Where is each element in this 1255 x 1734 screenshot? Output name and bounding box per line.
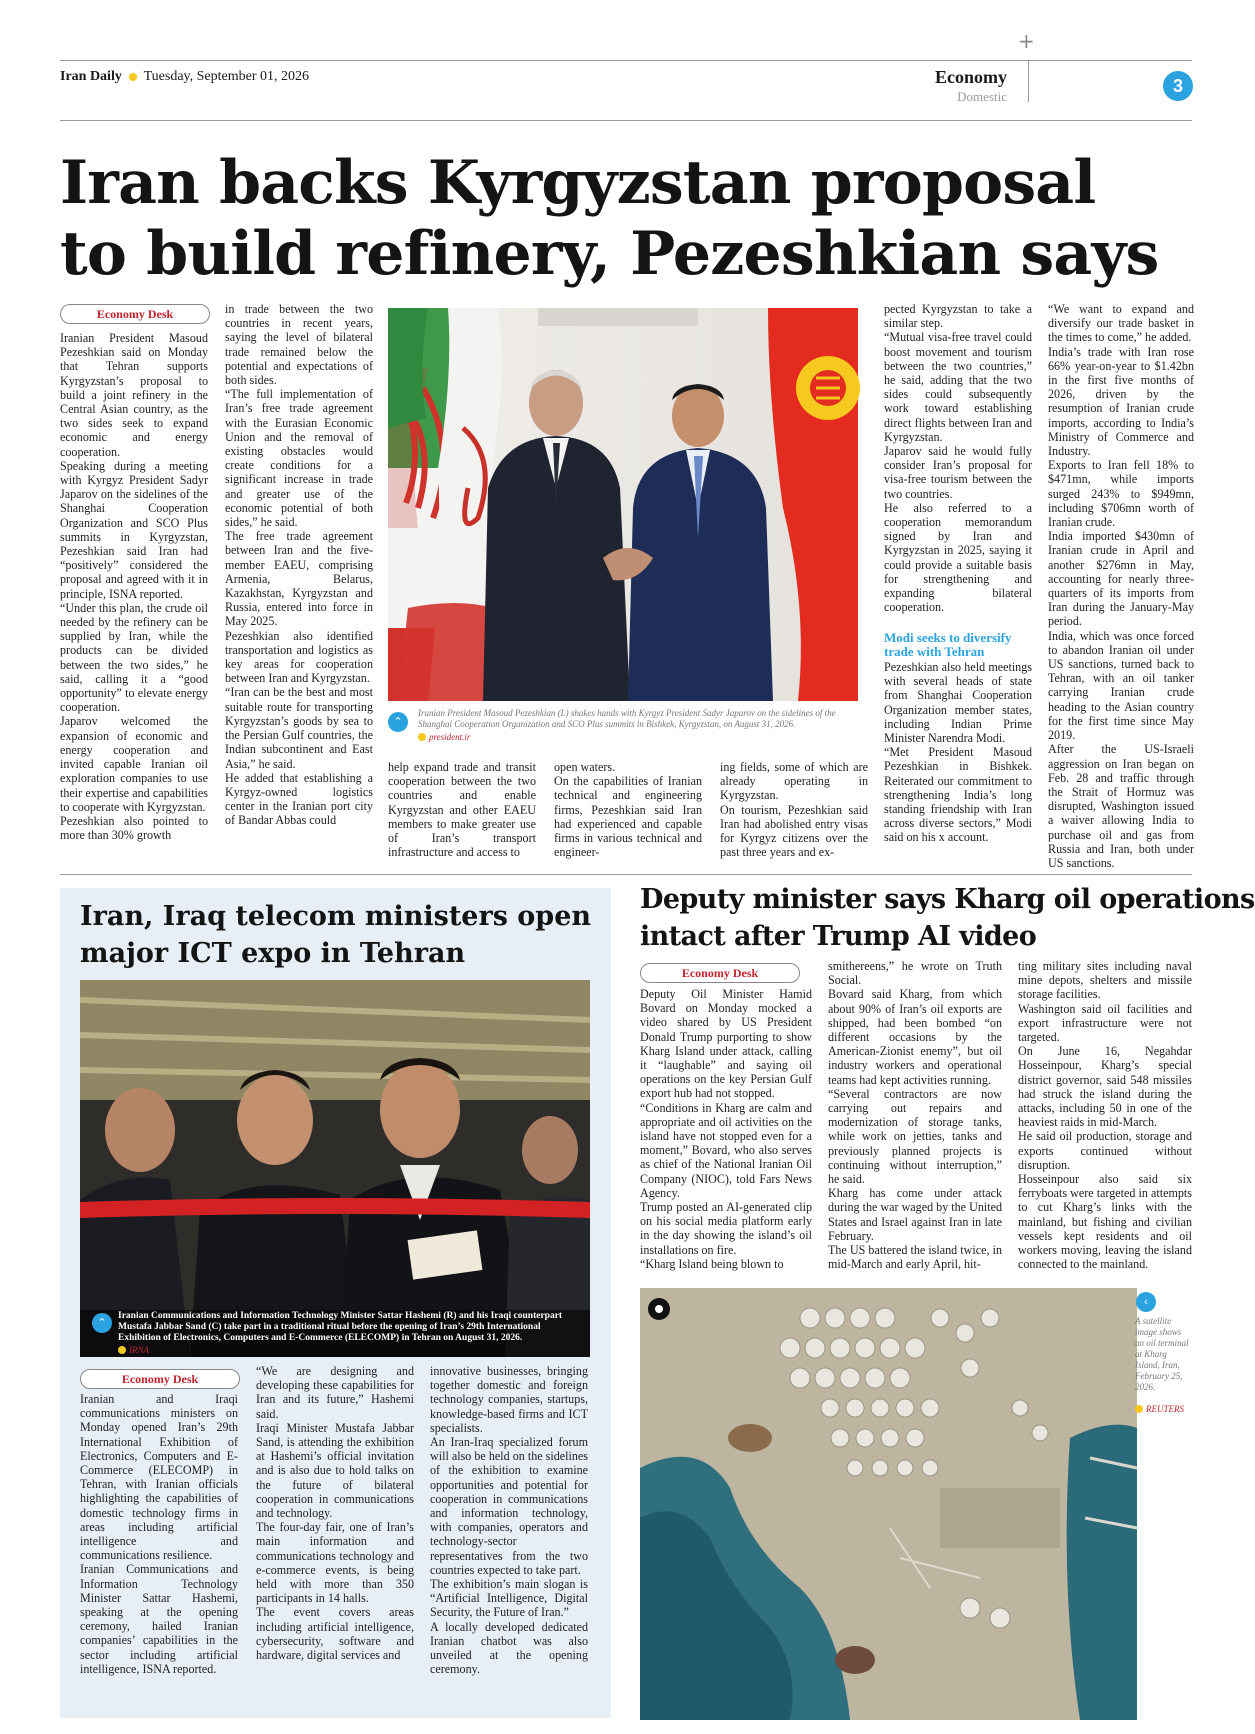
credit-text: REUTERS	[1146, 1404, 1184, 1414]
dot-icon	[118, 1346, 126, 1354]
ict-headline-line2: major ICT expo in Tehran	[80, 938, 466, 969]
story1-col1: Iranian President Masoud Pezeshkian said on Monday that Tehran supports Kyrgyzstan’s proposal to build a joint refinery in the Central Asian country, as the two sides seek to expand economic and energy cooperation. Speaking during a meeting with Kyrgyz President Sadyr Japarov on the sidelines of the Shanghai Cooperation Organization and SCO Plus summits in Kyrgyzstan, Pezeshkian said Iran had “positively” considered the proposal and agreed with it in principle, ISNA reported. “Under this plan, the crude oil needed by the refinery can be supplied by Iran, while the products can be divided between the two sides,” he said, calling it a “good opportunity” to elevate energy cooperation. Japarov welcomed the expansion of economic and energy cooperation and invited capable Iranian oil exploration companies to use their expertise and capabilities to cooperate with Kyrgyzstan. Pezeshkian also pointed to more than 30% growth	[60, 331, 208, 843]
credit-text: president.ir	[429, 732, 471, 742]
issue-date: Tuesday, September 01, 2026	[143, 69, 309, 84]
ict-col3: innovative businesses, bringing together domestic and foreign technology companies, startups, knowledge-based firms and ICT specialists. An Iran-Iraq specialized forum will also be held on the sidelines of the exhibition to examine opportunities and potential for cooperation in communications and information technology, with companies, operators and technology-sector representatives from the two countries expected to take part. The exhibition’s main slogan is “Artificial Intelligence, Digital Security, the Future of Iran.” A locally developed dedicated Iranian chatbot was also unveiled at the opening ceremony.	[430, 1364, 588, 1677]
chevron-left-icon[interactable]: ‹	[1136, 1292, 1156, 1312]
kharg-col1: Deputy Oil Minister Hamid Bovard on Monday mocked a video shared by US President Donald Trump purporting to show Kharg Island under attack, calling it “laughable” and saying oil operations on the key Persian Gulf export hub had not stopped. “Conditions in Kharg are calm and appropriate and oil activities on the island have not stopped even for a moment,” Bovard, who also serves as chief of the National Iranian Oil Company (NIOC), told Fars News Agency. Trump posted an AI-generated clip on his social media platform early in the day showing the island’s oil installations on fire. “Kharg Island being blown to	[640, 987, 812, 1271]
kharg-col3: ting military sites including naval mine depots, shelters and missile storage facilities. Washington said oil facilities and export infrastructure were not targeted. On June 16, Negahdar Hosseinpour, Kharg’s special district governor, said 548 missiles had struck the island during the attacks, including 50 in one of the heaviest raids in mid-March. He said oil production, storage and exports continued without disruption. Hosseinpour also said six ferryboats were targeted in attempts to cut Kharg’s links with the mainland, but fishing and civilian vessels kept residents and oil workers moving, leaving the island connected to the mainland.	[1018, 959, 1192, 1272]
chevron-up-icon[interactable]: ⌃	[388, 712, 408, 732]
economy-desk-badge: Economy Desk	[60, 304, 210, 324]
vertical-rule	[1028, 60, 1029, 102]
ict-photo-caption: Iranian Communications and Information Technology Minister Sattar Hashemi (R) and his Iraqi counterpart Mustafa Jabbar Sand (C) take part in a traditional ritual before the opening of Iran’s 29th International Exhibition of Electronics, Computers and E-Commerce (ELECOMP) in Tehran on August 31, 2026.	[118, 1311, 563, 1343]
main-headline-line2: to build refinery, Pezeshkian says	[60, 219, 1159, 289]
kharg-headline-line1: Deputy minister says Kharg oil operations	[640, 884, 1255, 915]
ict-col2: “We are designing and developing these capabilities for Iran and its future,” Hashemi said. Iraqi Minister Mustafa Jabbar Sand, is attending the exhibition at Hashemi’s official invitation and is also due to hold talks on the future of bilateral cooperation in communications and technology. The four-day fair, one of Iran’s main information and communications technology and e-commerce events, is being held with more than 350 participants in 14 halls. The event covers areas including artificial intelligence, cybersecurity, software and hardware, digital services and	[256, 1364, 414, 1663]
section-title: Economy	[935, 67, 1007, 87]
summit-photo	[388, 308, 858, 701]
economy-desk-badge: Economy Desk	[80, 1369, 240, 1389]
page-number-badge: 3	[1163, 71, 1193, 101]
main-headline-line1: Iran backs Kyrgyzstan proposal	[60, 148, 1096, 218]
story1-photo-credit	[418, 732, 470, 743]
kharg-col2: smithereens,” he wrote on Truth Social. Bovard said Kharg, from which about 90% of Iran’s oil exports are shipped, had been bombed “on different occasions by the American-Zionist enemy”, but oil industry workers and operational teams had kept activities running. “Several contractors are now carrying out repairs and modernization of storage tanks, while work on jetties, tanks and previously planned projects is continuing without interruption,” he said. Kharg has come under attack during the war waged by the United States and Israel against Iran in late February. The US battered the island twice, in mid-March and early April, hit-	[828, 959, 1002, 1272]
kharg-photo-credit	[1135, 1404, 1184, 1415]
kharg-photo-caption: A satellite image shows an oil terminal at Kharg Island, Iran, February 25, 2026.	[1135, 1316, 1189, 1392]
kharg-headline	[640, 881, 1255, 955]
ict-headline	[80, 898, 600, 972]
ict-col1: Iranian and Iraqi communications ministers on Monday opened Iran’s 29th International Exhibition of Electronics, Computers and E-Commerce (ELECOMP) in Tehran, with Iranian officials highlighting the capabilities of domestic technology firms in areas including artificial intelligence and communications resilience. Iranian Communications and Information Technology Minister Sattar Hashemi, speaking at the opening ceremony, hailed Iranian companies’ capabilities in the sector including artificial intelligence, ISNA reported.	[80, 1392, 238, 1676]
ict-photo	[80, 980, 590, 1357]
dot-icon	[1135, 1405, 1143, 1413]
ict-photo-credit	[118, 1345, 149, 1356]
chevron-up-icon[interactable]: ⌃	[92, 1313, 112, 1333]
kharg-satellite-photo	[640, 1288, 1137, 1720]
credit-text: IRNA	[129, 1345, 149, 1355]
story1-col6b: Pezeshkian also held meetings with several heads of state from Shanghai Cooperation Organization member states, including Indian Prime Minister Narendra Modi. “Met President Masoud Pezeshkian in Bishkek. Reiterated our commitment to strengthening India’s long standing friendship with Iran across diverse sectors,” Modi said on his x account.	[884, 660, 1032, 845]
dot-icon	[129, 73, 137, 81]
paper-name: Iran Daily	[60, 69, 122, 84]
dot-icon	[418, 733, 426, 741]
story1-photo-caption: Iranian President Masoud Pezeshkian (L) shakes hands with Kyrgyz President Sadyr Japarov on the sidelines of the Shanghai Cooperation Organization and SCO Plus summits in Bishkek, Kyrgyzstan, on August 31, 2026.	[418, 708, 836, 729]
story1-col7: “We want to expand and diversify our trade basket in the times to come,” he added. India’s trade with Iran rose 66% year-on-year to $1.42bn in the first five months of 2026, driven by the resumption of Iranian crude imports, according to India’s Ministry of Commerce and Industry. Exports to Iran fell 18% to $471mn, while imports surged 243% to $949mn, including $706mn worth of Iranian crude. India imported $430mn of Iranian crude in April and another $276mn in May, accounting for nearly three-quarters of its imports from Iran during the January-May period. India, which was once forced to abandon Iranian oil under US sanctions, turned back to Tehran, with an oil tanker carrying Iranian crude heading to the Asian country for the first time since May 2019. After the US-Israeli aggression on Iran began on Feb. 28 and traffic through the Strait of Hormuz was disrupted, Washington issued a waiver allowing India to purchase oil and gas from Russia and Iran, both under US sanctions.	[1048, 302, 1194, 870]
story1-col5: ing fields, some of which are already operating in Kyrgyzstan. On tourism, Pezeshkian said Iran had abolished entry visas for Kyrgyz citizens over the past three years and ex-	[720, 760, 868, 860]
modi-subhead: Modi seeks to diversify trade with Tehran	[884, 630, 1012, 659]
story1-col6a: pected Kyrgyzstan to take a similar step. “Mutual visa-free travel could boost movement and tourism between the two countries,” he said, adding that the two sides could subsequently work toward establishing direct flights between Iran and Kyrgyzstan. Japarov said he would fully consider Iran’s proposal for visa-free tourism between the two countries. He also referred to a cooperation memorandum signed by Iran and Kyrgyzstan in 2025, saying it could provide a suitable basis for strengthening and expanding bilateral cooperation.	[884, 302, 1032, 615]
masthead-left	[60, 68, 309, 86]
story1-col3: help expand trade and transit cooperation between the two countries and enable Kyrgyzstan and other EAEU members to make greater use of Iran’s transport infrastructure and access to	[388, 760, 536, 860]
main-headline	[60, 148, 1190, 290]
ict-headline-line1: Iran, Iraq telecom ministers open	[80, 901, 591, 932]
plus-icon: +	[1018, 29, 1035, 53]
economy-desk-badge: Economy Desk	[640, 963, 800, 983]
story1-col4: open waters. On the capabilities of Iranian technical and engineering firms, Pezeshkian said Iran had experienced and capable firms in various technical and engineer-	[554, 760, 702, 860]
subsection-title: Domestic	[957, 89, 1007, 104]
kharg-headline-line2: intact after Trump AI video	[640, 921, 1037, 952]
story1-col2: in trade between the two countries in recent years, saying the level of bilateral trade remained below the potential and expectations of both sides. “The full implementation of Iran’s free trade agreement with the Eurasian Economic Union and the removal of existing obstacles would create conditions for a significant increase in trade and greater use of the economic potential of both sides,” he said. The free trade agreement between Iran and the five-member EAEU, comprising Armenia, Belarus, Kazakhstan, Kyrgyzstan and Russia, entered into force in May 2025. Pezeshkian also identified transportation and logistics as key areas for cooperation between Iran and Kyrgyzstan. “Iran can be the best and most suitable route for transporting Kyrgyzstan’s goods by sea to the Persian Gulf countries, the Indian subcontinent and East Asia,” he said. He added that establishing a Kyrgyz-owned logistics center in the Iranian port city of Bandar Abbas could	[225, 302, 373, 828]
